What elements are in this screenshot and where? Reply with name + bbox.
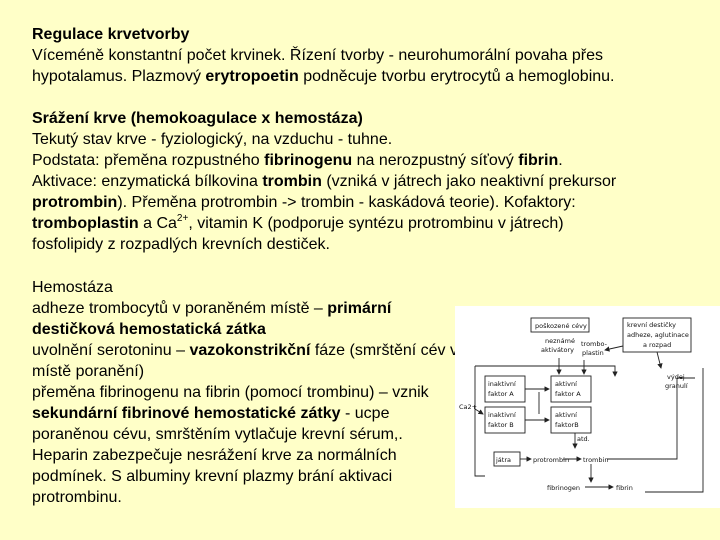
platelets-label-1: krevní destičky [627,321,676,329]
thrombin-term: trombin [262,173,322,190]
coagulation-heading: Srážení krve (hemokoagulace x hemostáza) [32,110,363,127]
liver-label: játra [496,456,511,464]
inactive-b-label-1: inaktivní [488,411,516,419]
regulation-heading: Regulace krvetvorby [32,26,190,43]
coagulation-line-2: Podstata: přeměna rozpustného fibrinogenu na nerozpustný síťový fibrin. [32,152,563,169]
thrombin-label: trombin [583,456,609,464]
active-a-label-1: aktivní [555,380,577,388]
coagulation-line-6: fosfolipidy z rozpadlých krevních destiček. [32,236,330,253]
regulation-section [32,24,702,87]
fibrinogen-term: fibrinogenu [264,152,353,169]
arrow-platelets-to-granules [657,352,661,368]
prothrombin-term: protrombin [32,194,118,211]
primary-plug-term: primární destičková hemostatická zátka [32,300,392,338]
coagulation-cascade-diagram [455,306,720,508]
granules-label-2: granulí [665,382,688,390]
hemostasis-point-2: uvolnění serotoninu – vazokonstrikční fáze (smrštění cév v místě poranění) [32,342,458,380]
thromboplastin-label-2: plastin [582,349,604,357]
active-b-label-1: aktivní [555,411,577,419]
thromboplastin-label-1: trombo- [581,340,607,348]
hemostasis-section [32,277,462,508]
fibrinogen-label: fibrinogen [547,484,581,492]
platelets-label-2: adheze, aglutinace [627,331,689,339]
coagulation-line-3: Aktivace: enzymatická bílkovina trombin (vzniká v játrech jako neaktivní prekursor [32,173,617,190]
coagulation-line-5: tromboplastin a $Ca^{2+}$, vitamin K (podporuje syntézu protrombinu v játrech) [32,213,564,232]
hemostasis-point-3: přeměna fibrinogenu na fibrin (pomocí trombinu) – vznik sekundární fibrinové hemostatické zátky - ucpe poraněnou cévu, smrštěním vytlačuje krevní sérum,. [32,384,429,443]
regulation-line-2: hypotalamus. Plazmový erytropoetin podněcuje tvorbu erytrocytů a hemoglobinu. [32,68,615,85]
fibrin-term: fibrin [518,152,559,169]
thromboplastin-term: tromboplastin [32,215,139,232]
granules-label-1: výdej [667,373,685,381]
hemostasis-point-1: adheze trombocytů v poraněném místě – primární destičková hemostatická zátka [32,300,392,338]
coagulation-line-1: Tekutý stav krve - fyziologický, na vzduchu - tuhne. [32,131,393,148]
fibrin-label: fibrin [616,484,633,492]
outer-loop-line [475,366,485,476]
etc-label: atd. [577,435,590,443]
active-a-label-2: faktor A [555,390,581,398]
damaged-vessel-label: poškozené cévy [535,322,587,330]
activators-label-2: aktivátory [541,346,574,354]
inactive-a-label-1: inaktivní [488,380,516,388]
inactive-a-label-2: faktor A [488,390,514,398]
top-loop-line [475,366,615,376]
vasoconstriction-term: vazokonstrikční [189,342,311,359]
erythropoietin-term: erytropoetin [205,68,299,85]
arrow-platelets-to-thromboplastin [605,346,623,350]
hemostasis-heading: Hemostáza [32,279,113,296]
coagulation-section [32,108,702,255]
regulation-line-1: Víceméně konstantní počet krvinek. Řízení tvorby - neurohumorální povaha přes [32,47,603,64]
hemostasis-point-4: Heparin zabezpečuje nesrážení krve za normálních podmínek. S albuminy krevní plazmy brání aktivaci protrombinu. [32,447,397,506]
feedback-line [607,378,695,459]
coagulation-line-4: protrombin). Přeměna protrombin -> trombin - kaskádová teorie). Kofaktory: [32,194,576,211]
inactive-b-label-2: faktor B [488,421,514,429]
calcium-label: Ca2+ [459,403,478,411]
prothrombin-label: protrombin [533,456,570,464]
platelets-label-3: a rozpad [643,341,672,349]
activators-label-1: neznámé [545,337,575,345]
secondary-plug-term: sekundární fibrinové hemostatické zátky [32,405,341,422]
active-b-label-2: faktorB [555,421,579,429]
